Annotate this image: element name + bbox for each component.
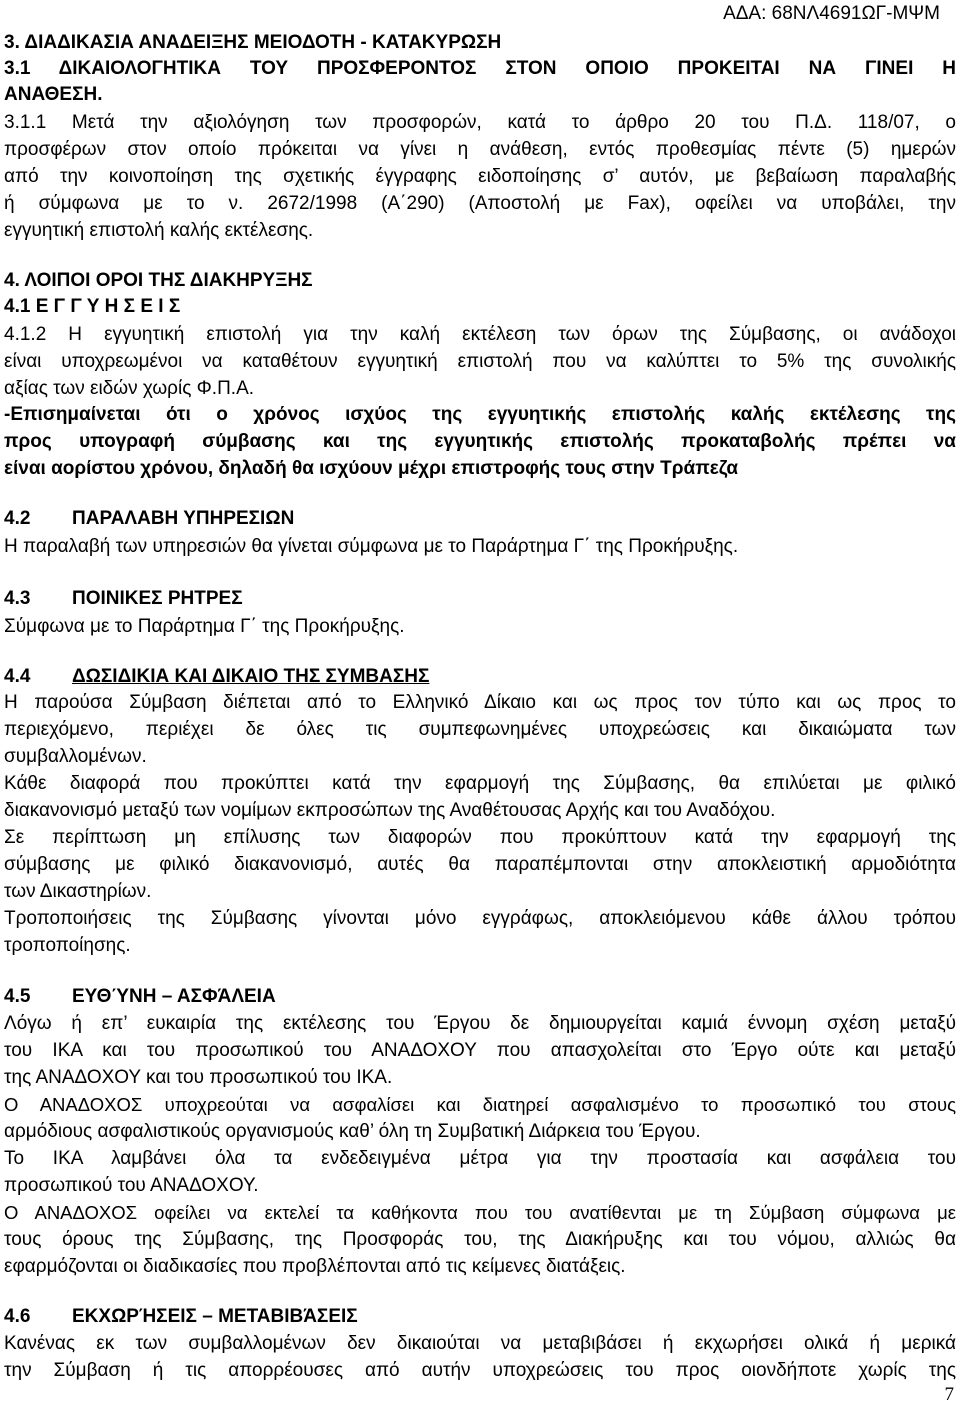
section-number: 4.6 [4,1306,31,1327]
paragraph-line: αρμόδιους ασφαλιστικούς οργανισμούς καθ’ όλη τη Συμβατική Διάρκεια του Έργου. [4,1121,701,1142]
paragraph-line: προσφέρων στον οποίο πρόκειται να γίνει η ανάθεση, εντός προθεσμίας πέντε (5) ημερών [4,139,956,160]
section-4-5-heading [4,984,956,1010]
paragraph-line: αξίας των ειδών χωρίς Φ.Π.Α. [4,378,255,399]
paragraph-line: 3.1.1 Μετά την αξιολόγηση των προσφορών, κατά το άρθρο 20 του Π.Δ. 118/07, ο [4,112,956,133]
section-title: ΕΚΧΩΡΉΣΕΙΣ – ΜΕΤΑΒΙΒΆΣΕΙΣ [72,1306,358,1327]
paragraph-line: του ΙΚΑ και του προσωπικού του ΑΝΑΔΟΧΟΥ που απασχολείται στο Έργο ούτε και μεταξύ [4,1040,956,1061]
section-4-1-title: 4.1 Ε Γ Γ Υ Η Σ Ε Ι Σ [4,296,181,317]
paragraph-line: 4.1.2 Η εγγυητική επιστολή για την καλή εκτέλεση των όρων της Σύμβασης, οι ανάδοχοι [4,324,956,345]
paragraph-line: ή σύμφωνα με το ν. 2672/1998 (Α΄290) (Αποστολή με Fax), οφείλει να υποβάλει, την [4,193,956,214]
section-title: ΕΥΘΎΝΗ – ΑΣΦΆΛΕΙΑ [72,986,276,1007]
section-4-2-heading [4,506,956,532]
paragraph-line: Σε περίπτωση μη επίλυσης των διαφορών που προκύπτουν κατά την εφαρμογή της [4,827,956,848]
paragraph-line: είναι υποχρεωμένοι να καταθέτουν εγγυητική επιστολή που να καλύπτει το 5% της συνολικής [4,351,956,372]
section-number: 4.4 [4,666,31,687]
paragraph-line: Ο ΑΝΑΔΟΧΟΣ οφείλει να εκτελεί τα καθήκοντα που του ανατίθενται με τη Σύμβαση σύμφωνα με [4,1202,956,1223]
section-number: 4.2 [4,508,31,529]
notice-line: είναι αορίστου χρόνου, δηλαδή θα ισχύουν μέχρι επιστροφής τους στην Τράπεζα [4,458,739,479]
paragraph-line: διακανονισμό μεταξύ των νομίμων εκπροσώπων της Αναθέτουσας Αρχής και του Αναδόχου. [4,800,776,821]
section-title: ΠΟΙΝΙΚΕΣ ΡΗΤΡΕΣ [72,588,243,609]
paragraph-line: σύμβασης με φιλικό διακανονισμό, αυτές θα παραπέμπονται στην αποκλειστική αρμοδιότητα [4,854,956,875]
paragraph-line: Η παρούσα Σύμβαση διέπεται από το Ελληνικό Δίκαιο και ως προς τον τύπο και ως προς το [4,692,956,713]
paragraph-line: τους όρους της Σύμβασης, της Προσφοράς του, της Διακήρυξης και του νόμου, αλλιώς θα [4,1229,956,1250]
page-number: 7 [944,1384,954,1405]
paragraph-line: περιεχόμενο, περιέχει δε όλες τις συμπεφωνημένες υποχρεώσεις και δικαιώματα των [4,719,956,740]
paragraph-line: προσωπικού του ΑΝΑΔΟΧΟΥ. [4,1175,259,1196]
paragraph-line: Λόγω ή επ’ ευκαιρία της εκτέλεσης του Έργου δε δημιουργείται καμιά έννομη σχέση μεταξύ [4,1013,956,1034]
paragraph-line: της ΑΝΑΔΟΧΟΥ και του προσωπικού του ΙΚΑ. [4,1067,393,1088]
paragraph-line: Σύμφωνα με το Παράρτημα Γ΄ της Προκήρυξης. [4,616,405,637]
section-4-title: 4. ΛΟΙΠΟΙ ΟΡΟΙ ΤΗΣ ΔΙΑΚΗΡΥΞΗΣ [4,270,313,291]
paragraph-line: συμβαλλομένων. [4,746,147,767]
notice-line: προς υπογραφή σύμβασης και της εγγυητικής επιστολής προκαταβολής πρέπει να [4,431,956,452]
section-number: 4.5 [4,986,31,1007]
section-3-title: 3. ΔΙΑΔΙΚΑΣΙΑ ΑΝΑΔΕΙΞΗΣ ΜΕΙΟΔΟΤΗ - ΚΑΤΑΚΥΡΩΣΗ [4,32,502,53]
paragraph-line: από την κοινοποίηση της σχετικής έγγραφης ειδοποίησης σ’ αυτόν, με βεβαίωση παραλαβής [4,166,956,187]
section-number: 4.3 [4,588,31,609]
paragraph-line: εφαρμόζονται οι διαδικασίες που προβλέπονται από τις κείμενες διατάξεις. [4,1256,626,1277]
section-4-6-heading [4,1304,956,1330]
section-title: ΠΑΡΑΛΑΒΗ ΥΠΗΡΕΣΙΩΝ [72,508,295,529]
paragraph-line: την Σύμβαση ή τις απορρέουσες από αυτήν υποχρεώσεις του προς οιονδήποτε χωρίς της [4,1360,956,1381]
paragraph-line: Η παραλαβή των υπηρεσιών θα γίνεται σύμφωνα με το Παράρτημα Γ΄ της Προκήρυξης. [4,536,739,557]
paragraph-line: Ο ΑΝΑΔΟΧΟΣ υποχρεούται να ασφαλίσει και διατηρεί ασφαλισμένο το προσωπικό του στους [4,1094,956,1115]
section-3-1-title: 3.1 ΔΙΚΑΙΟΛΟΓΗΤΙΚΑ ΤΟΥ ΠΡΟΣΦΕΡΟΝΤΟΣ ΣΤΟΝ ΟΠΟΙΟ ΠΡΟΚΕΙΤΑΙ ΝΑ ΓΙΝΕΙ Η [4,58,956,79]
paragraph-line: εγγυητική επιστολή καλής εκτέλεσης. [4,220,314,241]
ada-code: ΑΔΑ: 68ΝΛ4691ΩΓ-ΜΨΜ [723,3,940,24]
section-title: ΔΩΣΙΔΙΚΙΑ ΚΑΙ ΔΙΚΑΙΟ ΤΗΣ ΣΥΜΒΑΣΗΣ [72,666,430,687]
paragraph-line: τροποποίησης. [4,935,131,956]
notice-line: -Επισημαίνεται ότι ο χρόνος ισχύος της εγγυητικής επιστολής καλής εκτέλεσης της [4,404,956,425]
paragraph-line: των Δικαστηρίων. [4,881,152,902]
paragraph-line: Κάθε διαφορά που προκύπτει κατά την εφαρμογή της Σύμβασης, θα επιλύεται με φιλικό [4,773,956,794]
paragraph-line: Κανένας εκ των συμβαλλομένων δεν δικαιούται να μεταβιβάσει ή εκχωρήσει ολικά ή μερικά [4,1333,956,1354]
paragraph-line: Το ΙΚΑ λαμβάνει όλα τα ενδεδειγμένα μέτρα για την προστασία και ασφάλεια του [4,1148,956,1169]
section-4-3-heading [4,586,956,612]
section-3-1-title-cont: ΑΝΑΘΕΣΗ. [4,84,103,105]
paragraph-line: Τροποποιήσεις της Σύμβασης γίνονται μόνο εγγράφως, αποκλειόμενου κάθε άλλου τρόπου [4,908,956,929]
section-4-4-heading [4,664,956,690]
